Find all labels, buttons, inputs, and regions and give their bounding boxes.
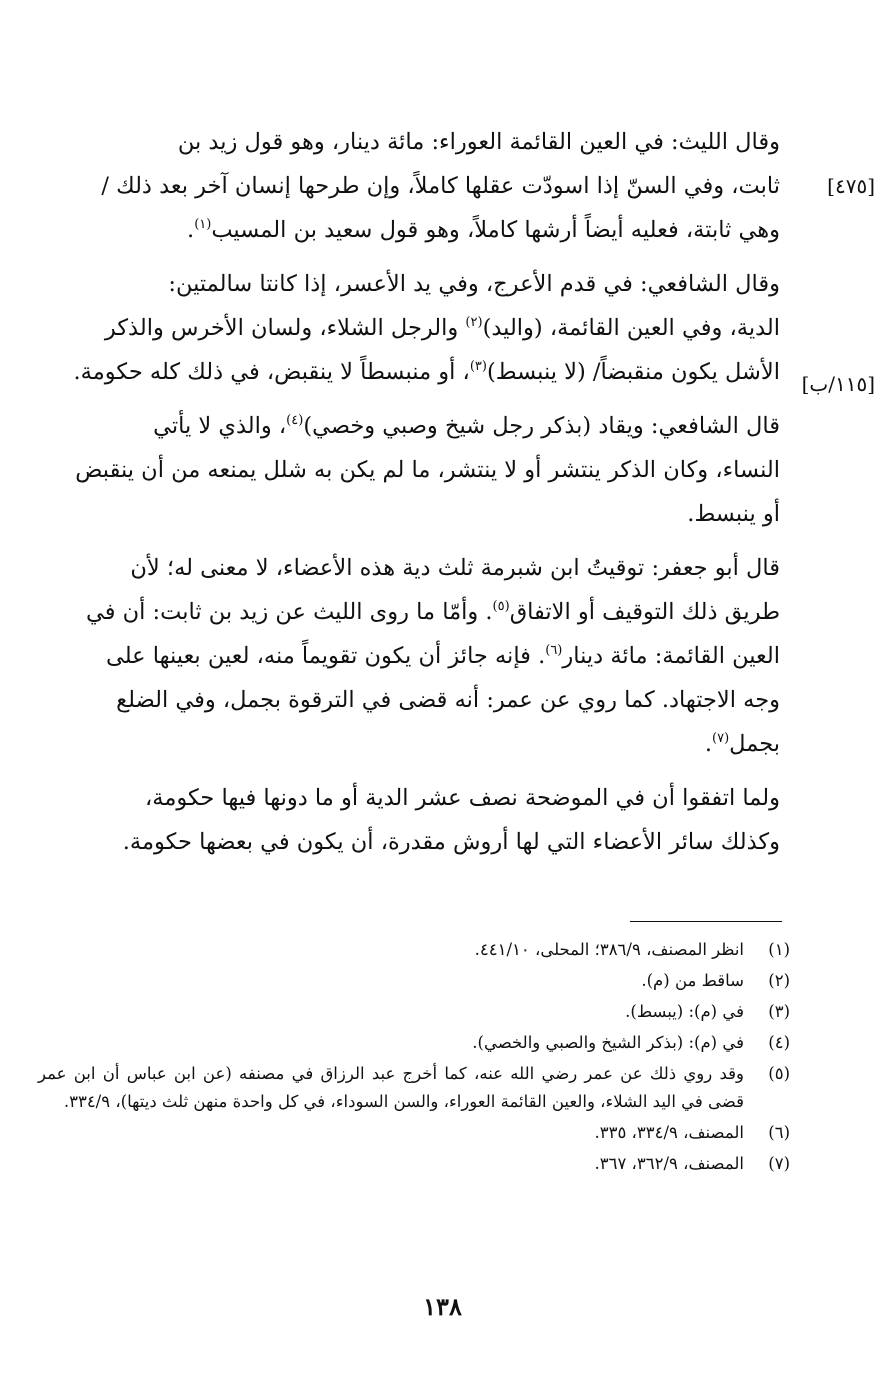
footnotes (38, 936, 790, 1181)
main-text (32, 120, 780, 874)
text-line: بجمل$^{(٧)}$. (704, 731, 780, 757)
footnote-3: (٣) في (م): (يبسط). (625, 1002, 790, 1021)
footnote-ref-2: (٢) (465, 315, 483, 330)
text-line: وجه الاجتهاد. كما روي عن عمر: أنه قضى في الترقوة بجمل، وفي الضلع (116, 687, 780, 713)
footnote-1: (١) انظر المصنف، ٣٨٦/٩؛ المحلى، ٤٤١/١٠. (474, 940, 790, 959)
text-line: وهي ثابتة، فعليه أيضاً أرشها كاملاً، وهو قول سعيد بن المسيب$^{(١)}$. (187, 217, 780, 243)
footnote-2: (٢) ساقط من (م). (641, 971, 790, 990)
text-line: وكذلك سائر الأعضاء التي لها أروش مقدرة، أن يكون في بعضها حكومة. (122, 829, 780, 855)
footnote-ref-3: (٣) (469, 359, 487, 374)
paragraph-2 (32, 262, 780, 394)
margin-note-475: [٤٧٥] (827, 174, 875, 198)
footnote-ref-6: (٦) (545, 643, 563, 658)
text-line: النساء، وكان الذكر ينتشر أو لا ينتشر، ما لم يكن به شلل يمنعه من أن ينقبض (75, 457, 780, 483)
footnote-ref-7: (٧) (712, 731, 730, 746)
footnote-4: (٤) في (م): (بذكر الشيخ والصبي والخصي). (472, 1033, 790, 1052)
text-line: الدية، وفي العين القائمة، (واليد)$^{(٢)}$ والرجل الشلاء، ولسان الأخرس والذكر (104, 315, 780, 341)
paragraph-3 (32, 404, 780, 536)
text-line: قال أبو جعفر: توقيتُ ابن شبرمة ثلث دية هذه الأعضاء، لا معنى له؛ لأن (130, 555, 780, 581)
footnote-ref-1: (١) (194, 217, 212, 232)
paragraph-5 (32, 776, 780, 864)
footnote-7: (٧) المصنف، ٣٦٢/٩، ٣٦٧. (594, 1154, 790, 1173)
text-line: ولما اتفقوا أن في الموضحة نصف عشر الدية أو ما دونها فيها حكومة، (145, 785, 780, 811)
paragraph-4 (32, 546, 780, 766)
text-line: قال الشافعي: ويقاد (بذكر رجل شيخ وصبي وخصي)$^{(٤)}$، والذي لا يأتي (153, 413, 780, 439)
text-line: أو ينبسط. (687, 501, 780, 527)
footnote-5: (٥) وقد روي ذلك عن عمر رضي الله عنه، كما أخرج عبد الرزاق في مصنفه (عن ابن عباس أن ابن عمر قضى في اليد الشلاء، والعين القائمة العوراء، والسن السوداء، في كل واحدة منهن ثلث ديتها)، ٣٣٤/٩. (38, 1064, 790, 1111)
text-line: العين القائمة: مائة دينار$^{(٦)}$. فإنه جائز أن يكون تقويماً منه، لعين بعينها على (105, 643, 780, 669)
footnote-ref-5: (٥) (492, 599, 510, 614)
footnote-ref-4: (٤) (286, 413, 304, 428)
text-line: الأشل يكون منقبضاً/ (لا ينبسط)$^{(٣)}$، أو منبسطاً لا ينقبض، في ذلك كله حكومة. (73, 359, 780, 385)
margin-note-115b: [١١٥/ب] (801, 372, 875, 396)
text-line: طريق ذلك التوقيف أو الاتفاق$^{(٥)}$. وأمّا ما روى الليث عن زيد بن ثابت: أن في (85, 599, 780, 625)
page-number: ١٣٨ (423, 1292, 462, 1321)
text-line: ثابت، وفي السنّ إذا اسودّت عقلها كاملاً، وإن طرحها إنسان آخر بعد ذلك / (101, 173, 780, 199)
text-line: وقال الشافعي: في قدم الأعرج، وفي يد الأعسر، إذا كانتا سالمتين: (168, 271, 780, 297)
footnote-separator (630, 921, 782, 922)
paragraph-1 (32, 120, 780, 252)
footnote-6: (٦) المصنف، ٣٣٤/٩، ٣٣٥. (594, 1123, 790, 1142)
text-line: وقال الليث: في العين القائمة العوراء: مائة دينار، وهو قول زيد بن (177, 129, 780, 155)
